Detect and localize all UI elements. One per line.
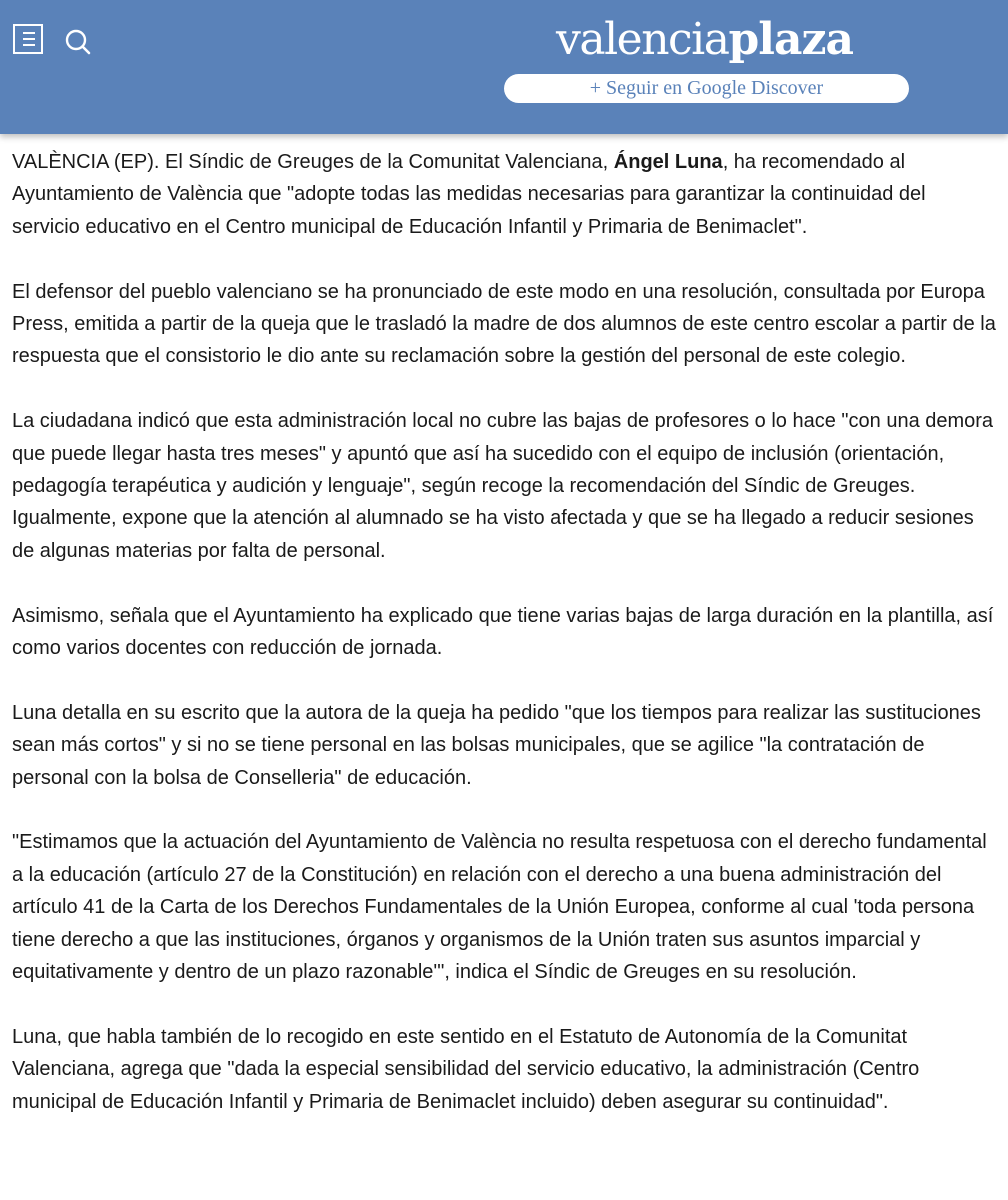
logo-text-light: valencia	[556, 14, 729, 65]
article-paragraph-5: Luna detalla en su escrito que la autora de la queja ha pedido "que los tiempos para realizar las sustituciones sean más cortos" y si no se tiene personal en las bolsas municipales, que se agilice "la contratación de personal con la bolsa de Conselleria" de educación.	[12, 701, 981, 789]
article-paragraph-2: El defensor del pueblo valenciano se ha pronunciado de este modo en una resolución, consultada por Europa Press, emitida a partir de la queja que le trasladó la madre de dos alumnos de este centro escolar a partir de la respuesta que el consistorio le dio ante su reclamación sobre la gestión del personal de este colegio.	[12, 280, 996, 368]
article-paragraph-1	[12, 146, 996, 243]
hamburger-menu-icon[interactable]	[13, 24, 43, 54]
google-discover-follow-button[interactable]: + Seguir en Google Discover	[504, 74, 909, 103]
search-icon[interactable]	[64, 28, 92, 56]
article-paragraph-3: La ciudadana indicó que esta administración local no cubre las bajas de profesores o lo hace "con una demora que puede llegar hasta tres meses" y apuntó que así ha sucedido con el equipo de inclusión (orientación, pedagogía terapéutica y audición y lenguaje", según recoge la recomendación del Síndic de Greuges. Igualmente, expone que la atención al alumnado se ha visto afectada y que se ha llegado a reducir sesiones de algunas materias por falta de personal.	[12, 410, 994, 562]
person-name: Ángel Luna	[613, 151, 723, 173]
logo-text-bold: plaza	[728, 14, 853, 65]
article-paragraph-6: "Estimamos que la actuación del Ayuntamiento de València no resulta respetuosa con el derecho fundamental a la educación (artículo 27 de la Constitución) en relación con el derecho a una buena administración del artículo 41 de la Carta de los Derechos Fundamentales de la Unión Europea, conforme al cual 'toda persona tiene derecho a que las instituciones, órganos y organismos de la Unión traten sus asuntos imparcial y equitativamente y dentro de un plazo razonable'", indica el Síndic de Greuges en su resolución.	[12, 831, 987, 984]
paragraph-1-lead: VALÈNCIA (EP). El Síndic de Greuges de la Comunitat Valenciana,	[12, 151, 614, 173]
paragraph-1-rest: , ha recomendado al Ayuntamiento de València que "adopte todas las medidas necesarias para garantizar la continuidad del servicio educativo en el Centro municipal de Educación Infantil y Primaria de Benimaclet".	[12, 151, 926, 238]
article-paragraph-4: Asimismo, señala que el Ayuntamiento ha explicado que tiene varias bajas de larga duración en la plantilla, así como varios docentes con reducción de jornada.	[12, 604, 994, 660]
article-body	[12, 146, 996, 1150]
site-logo[interactable]	[556, 10, 853, 70]
article-paragraph-7: Luna, que habla también de lo recogido en este sentido en el Estatuto de Autonomía de la Comunitat Valenciana, agrega que "dada la especial sensibilidad del servicio educativo, la administración (Centro municipal de Educación Infantil y Primaria de Benimaclet incluido) deben asegurar su continuidad".	[12, 1025, 920, 1113]
site-header	[0, 0, 1008, 134]
